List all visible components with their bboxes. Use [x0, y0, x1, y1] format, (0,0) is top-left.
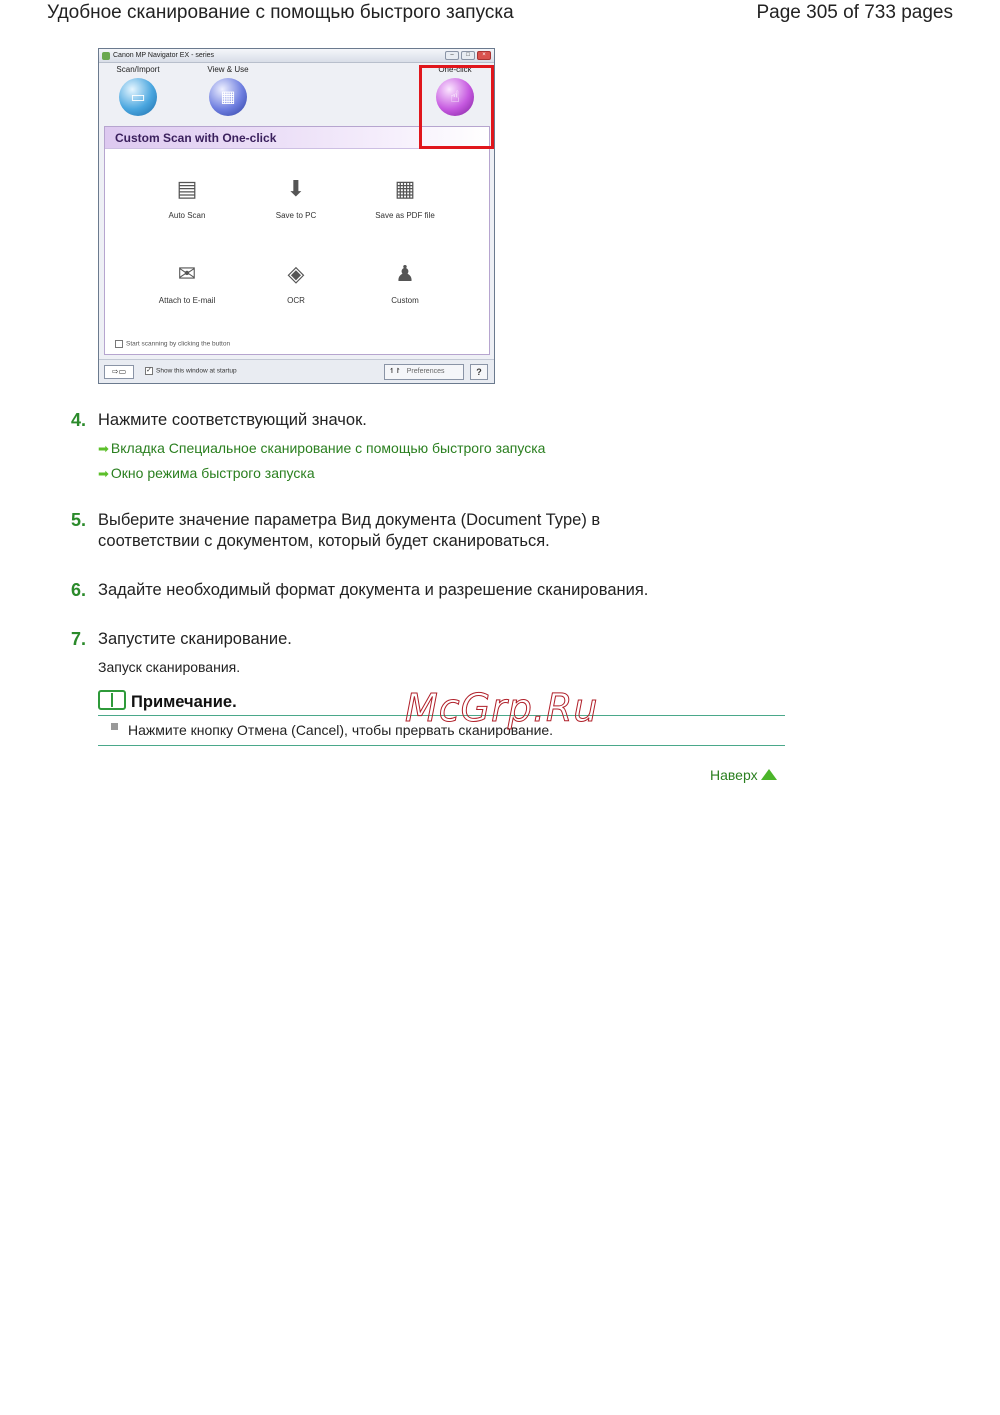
- tool-custom[interactable]: [357, 260, 453, 305]
- preferences-label: Preferences: [406, 368, 445, 375]
- ocr-icon: ◈: [287, 262, 305, 287]
- arrow-right-icon: ➡: [98, 466, 109, 481]
- show-window-option[interactable]: [145, 367, 237, 375]
- step-text: Запустите сканирование.: [98, 630, 292, 648]
- panel-title: Custom Scan with One-click: [105, 127, 489, 149]
- mode-label: Scan/Import: [116, 65, 160, 74]
- save-to-pc-icon: ⬇: [286, 177, 306, 202]
- step-number: 5.: [71, 510, 87, 530]
- switch-window-button[interactable]: ⇨▭: [104, 365, 134, 379]
- start-scanning-checkbox[interactable]: [115, 340, 123, 348]
- note-text: Нажмите кнопку Отмена (Cancel), чтобы прервать сканирование.: [128, 722, 554, 738]
- mode-label: One-click: [438, 65, 472, 74]
- arrow-right-icon: ➡: [98, 441, 109, 456]
- window-controls: [445, 51, 491, 60]
- tool-label: OCR: [287, 296, 305, 305]
- preferences-icon: ↿↾: [389, 368, 401, 375]
- step-7-subtext: Запуск сканирования.: [98, 659, 241, 675]
- show-window-label: Show this window at startup: [156, 367, 237, 375]
- pdf-icon: ▦: [394, 177, 416, 202]
- bullet-icon: [111, 723, 118, 730]
- window-titlebar: [99, 49, 494, 63]
- mode-view-use[interactable]: [193, 65, 263, 116]
- preferences-button[interactable]: [384, 364, 464, 380]
- page-header: [47, 2, 953, 28]
- back-to-top-link[interactable]: [710, 767, 777, 783]
- start-scanning-label: Start scanning by clicking the button: [126, 340, 231, 348]
- window-bottom-bar: [99, 359, 494, 383]
- watermark: McGrp.Ru: [405, 686, 599, 730]
- one-click-highlight-frame: [419, 65, 494, 149]
- tool-label: Save as PDF file: [375, 211, 435, 220]
- note-divider-bottom: [98, 745, 785, 746]
- mode-label: View & Use: [207, 65, 249, 74]
- custom-user-icon: ♟: [395, 262, 415, 287]
- tool-ocr[interactable]: [248, 260, 344, 305]
- show-window-checkbox[interactable]: ✓: [146, 367, 152, 374]
- minimize-button[interactable]: –: [445, 51, 459, 60]
- tool-attach-email[interactable]: [139, 260, 235, 305]
- email-icon: ✉: [177, 262, 197, 287]
- maximize-button[interactable]: □: [461, 51, 475, 60]
- mode-scan-import[interactable]: [103, 65, 173, 116]
- tool-save-pdf[interactable]: [357, 175, 453, 220]
- step-number: 7.: [71, 629, 87, 649]
- tool-label: Attach to E-mail: [158, 296, 216, 305]
- tool-label: Auto Scan: [168, 211, 206, 220]
- auto-scan-icon: ▤: [176, 177, 198, 202]
- app-window-screenshot: [98, 48, 495, 384]
- window-title: Canon MP Navigator EX - series: [113, 52, 215, 59]
- step-text: Нажмите соответствующий значок.: [98, 411, 367, 429]
- tool-label: Custom: [391, 296, 419, 305]
- link-text: Окно режима быстрого запуска: [110, 465, 315, 481]
- note-title: Примечание.: [131, 693, 237, 711]
- link-special-scan-tab[interactable]: [98, 440, 545, 457]
- custom-scan-panel: [104, 126, 490, 355]
- tool-auto-scan[interactable]: [139, 175, 235, 220]
- up-arrow-icon: [761, 769, 777, 780]
- page-indicator: Page 305 of 733 pages: [756, 2, 953, 23]
- help-button[interactable]: ?: [470, 364, 488, 380]
- scanner-icon[interactable]: ▭: [119, 78, 157, 116]
- page-title: Удобное сканирование с помощью быстрого запуска: [47, 2, 514, 23]
- step-number: 6.: [71, 580, 87, 600]
- link-one-click-window[interactable]: [98, 465, 315, 482]
- close-button[interactable]: ×: [477, 51, 491, 60]
- tool-save-to-pc[interactable]: [248, 175, 344, 220]
- start-scanning-option[interactable]: [115, 340, 230, 348]
- app-icon: [102, 52, 110, 60]
- step-text: Выберите значение параметра Вид документа (Document Type) в соответствии с документом, который будет сканироваться.: [98, 511, 601, 550]
- one-click-icon[interactable]: ☝: [436, 78, 474, 116]
- link-text: Вкладка Специальное сканирование с помощью быстрого запуска: [110, 440, 546, 456]
- tool-label: Save to PC: [275, 211, 317, 220]
- book-icon: [98, 690, 126, 710]
- step-number: 4.: [71, 410, 87, 430]
- step-text: Задайте необходимый формат документа и разрешение сканирования.: [98, 581, 649, 599]
- grid-icon[interactable]: ▦: [209, 78, 247, 116]
- back-to-top-label: Наверх: [710, 767, 758, 783]
